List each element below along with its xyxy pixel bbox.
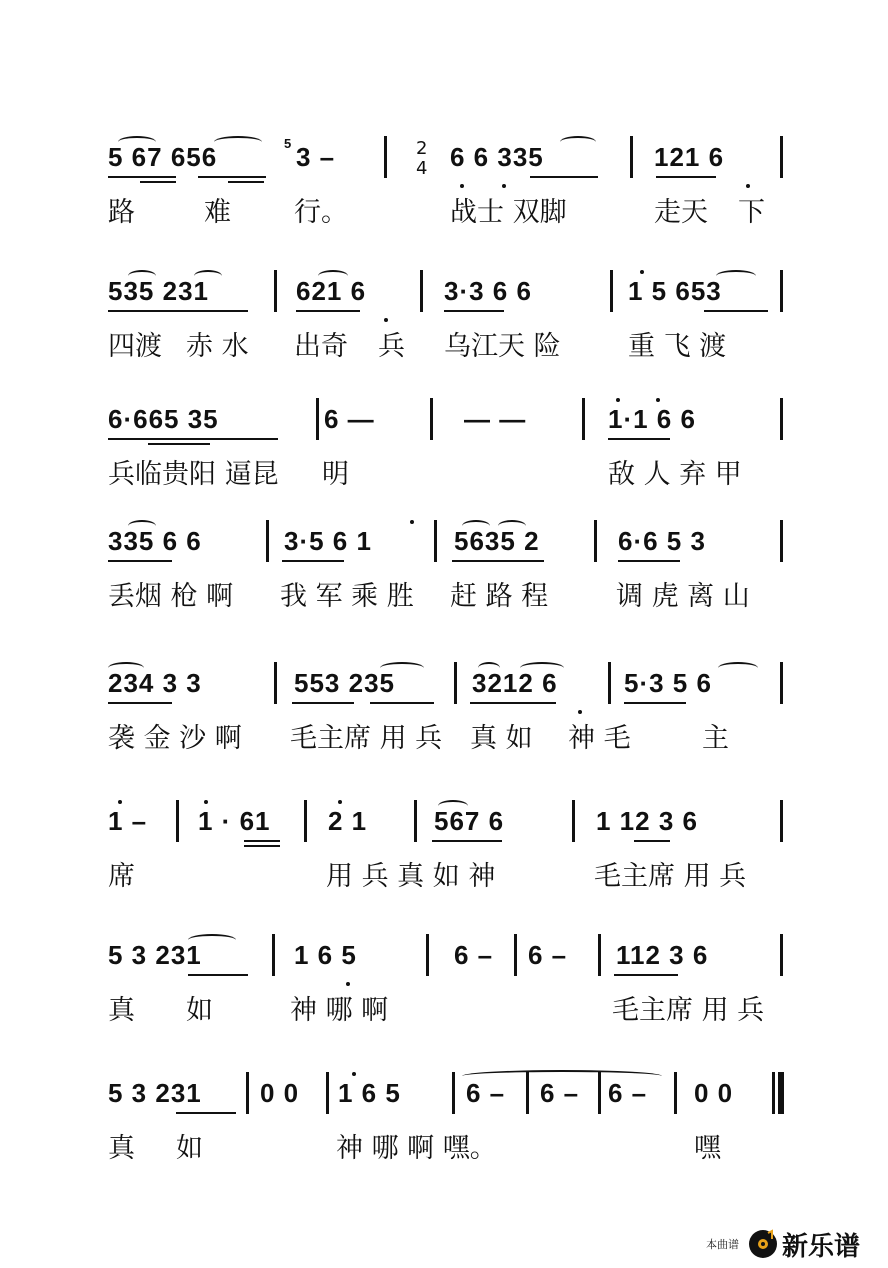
lyric: 路 [108,197,135,228]
lyric: 毛主席 用 兵 [290,723,443,754]
note-group: 5·3 5 6 [624,668,712,698]
system-1 [0,136,888,236]
note-group: 5 67 656 [108,142,218,172]
note-group: 112 3 6 [616,940,709,970]
barline [266,520,269,562]
slur [498,520,526,532]
barline [780,136,783,178]
slur [380,662,424,674]
slur [188,934,236,946]
underline [234,438,278,440]
note-group: 6 — [324,404,375,434]
barline [780,520,783,562]
underline [108,176,176,178]
notes-row [108,1072,788,1116]
barline [420,270,423,312]
high-dot [352,1072,356,1076]
note-group: 121 6 [654,142,725,172]
site-watermark [702,1224,882,1264]
note-group: 0 0 [694,1078,734,1108]
slur [118,136,156,148]
slur [108,662,144,674]
slur [478,662,500,674]
note-group: 553 235 [294,668,395,698]
barline [610,270,613,312]
lyrics-row [108,190,788,230]
slur [716,270,756,282]
note-group: 1 6 5 [338,1078,401,1108]
note-group: 234 3 3 [108,668,202,698]
underline [108,702,172,704]
system-2 [0,270,888,370]
underline [432,840,502,842]
underline [704,310,768,312]
barline [430,398,433,440]
underline [614,974,678,976]
notes-row [108,398,788,442]
barline [780,398,783,440]
time-signature-bottom: 4 [416,158,429,179]
barline [304,800,307,842]
watermark-brand: 新乐谱 [782,1232,861,1262]
lyric: 如 [176,1133,203,1164]
lyric: 难 [204,197,231,228]
barline [316,398,319,440]
underline [530,176,598,178]
barline [426,934,429,976]
note-group: 1·1 6 6 [608,404,696,434]
note-group: 6 – [540,1078,580,1108]
low-dot [746,184,750,188]
high-dot [410,520,414,524]
note-group: 3212 6 [472,668,558,698]
lyric: 神 毛 [568,723,631,754]
note-group: 6 – [528,940,568,970]
final-barline [772,1072,775,1114]
underline [624,702,686,704]
notes-row [108,662,788,706]
lyric: 调 虎 离 山 [616,581,750,612]
underline [282,560,344,562]
lyric: 赤 水 [186,331,249,362]
barline [594,520,597,562]
underline [244,845,280,847]
underline [634,840,670,842]
high-dot [616,398,620,402]
note-group: 0 0 [260,1078,300,1108]
underline [370,702,434,704]
note-group: 5635 2 [454,526,540,556]
underline [608,438,670,440]
lyric: 我 军 乘 胜 [280,581,414,612]
barline [326,1072,329,1114]
underline [228,181,264,183]
lyric: 出奇 [294,331,348,362]
underline [618,560,680,562]
barline [780,800,783,842]
note-group: 335 6 6 [108,526,202,556]
high-dot [656,398,660,402]
note-group: 1 – [108,806,148,836]
lyric: 行。 [294,197,348,228]
note-group: 3 – [296,142,336,172]
underline [292,702,354,704]
system-4 [0,520,888,620]
barline [274,270,277,312]
lyric: 如 [186,995,213,1026]
lyrics-row [108,854,788,894]
lyric: 乌江天 险 [444,331,561,362]
note-group: 1 · 61 [198,806,271,836]
barline [384,136,387,178]
barline [780,934,783,976]
note-group: 3·3 6 6 [444,276,532,306]
lyric: 真 [108,995,135,1026]
lyric: 赶 路 程 [450,581,549,612]
note-group: 6 6 335 [450,142,544,172]
barline [674,1072,677,1114]
high-dot [338,800,342,804]
barline [434,520,437,562]
note-group: 6 – [466,1078,506,1108]
underline [244,840,280,842]
system-8 [0,1072,888,1172]
final-barline [778,1072,784,1114]
lyric: 敌 人 弃 甲 [608,459,742,490]
slur [318,270,348,282]
system-5 [0,662,888,762]
barline [780,662,783,704]
lyrics-row [108,324,788,364]
lyric: 用 兵 真 如 神 [326,861,496,892]
slur [194,270,222,282]
barline [780,270,783,312]
slur [438,800,468,812]
barline [608,662,611,704]
note-group: 1 12 3 6 [596,806,698,836]
barline [582,398,585,440]
barline [414,800,417,842]
underline [470,702,556,704]
note-group: 2 1 [328,806,368,836]
note-group: 6 – [608,1078,648,1108]
music-disc-icon [748,1229,778,1259]
barline [630,136,633,178]
notes-row [108,136,788,180]
note-group: 621 6 [296,276,367,306]
low-dot [346,982,350,986]
note-group: — — [464,404,527,434]
grace-note: 5 [284,136,293,151]
notes-row [108,520,788,564]
barline [514,934,517,976]
lyric: 下 [738,197,765,228]
lyric: 嘿 [694,1133,721,1164]
barline [454,662,457,704]
lyric: 神 哪 啊 [290,995,389,1026]
time-signature-top: 2 [416,138,429,159]
lyric: 四渡 [108,331,162,362]
note-group: 535 231 [108,276,209,306]
barline [272,934,275,976]
lyric: 丢烟 枪 啊 [108,581,234,612]
lyrics-row [108,988,788,1028]
lyric: 真 如 [470,723,533,754]
lyrics-row [108,452,788,492]
note-group: 6·665 35 [108,404,219,434]
lyric: 袭 金 沙 啊 [108,723,242,754]
underline [296,310,360,312]
lyric: 真 [108,1133,135,1164]
note-group: 3·5 6 1 [284,526,372,556]
slur [128,270,156,282]
barline [572,800,575,842]
underline [452,560,544,562]
system-6 [0,800,888,900]
slur [462,520,490,532]
slur [214,136,262,148]
note-group: 1 5 653 [628,276,722,306]
tie [462,1070,662,1082]
underline [444,310,504,312]
low-dot [502,184,506,188]
note-group: 5 3 231 [108,1078,202,1108]
system-3 [0,398,888,498]
lyric: 席 [108,861,135,892]
lyrics-row [108,574,788,614]
underline [176,1112,236,1114]
low-dot [384,318,388,322]
underline [188,974,248,976]
lyrics-row [108,1126,788,1166]
lyric: 兵临贵阳 逼昆 [108,459,279,490]
lyric: 兵 [378,331,405,362]
note-group: 1 6 5 [294,940,357,970]
low-dot [578,710,582,714]
watermark-label: 本曲谱 [706,1238,739,1251]
barline [274,662,277,704]
low-dot [460,184,464,188]
underline [656,176,716,178]
lyric: 毛主席 用 兵 [594,861,747,892]
lyrics-row [108,716,788,756]
note-group: 5 3 231 [108,940,202,970]
lyric: 战士 双脚 [450,197,567,228]
barline [452,1072,455,1114]
lyric: 主 [702,723,729,754]
underline [198,176,266,178]
underline [148,443,210,445]
slur [128,520,156,532]
underline [108,310,248,312]
note-group: 6·6 5 3 [618,526,706,556]
lyric: 重 飞 渡 [628,331,727,362]
slur [560,136,596,148]
lyric: 毛主席 用 兵 [612,995,765,1026]
slur [718,662,758,674]
note-group: 6 – [454,940,494,970]
lyric: 走天 [654,197,708,228]
slur [520,662,564,674]
note-group: 567 6 [434,806,505,836]
lyric: 神 哪 啊 嘿。 [336,1133,497,1164]
underline [108,560,172,562]
high-dot [118,800,122,804]
high-dot [204,800,208,804]
underline [140,181,176,183]
barline [598,934,601,976]
barline [246,1072,249,1114]
system-7 [0,934,888,1034]
lyric: 明 [322,459,349,490]
barline [176,800,179,842]
high-dot [640,270,644,274]
